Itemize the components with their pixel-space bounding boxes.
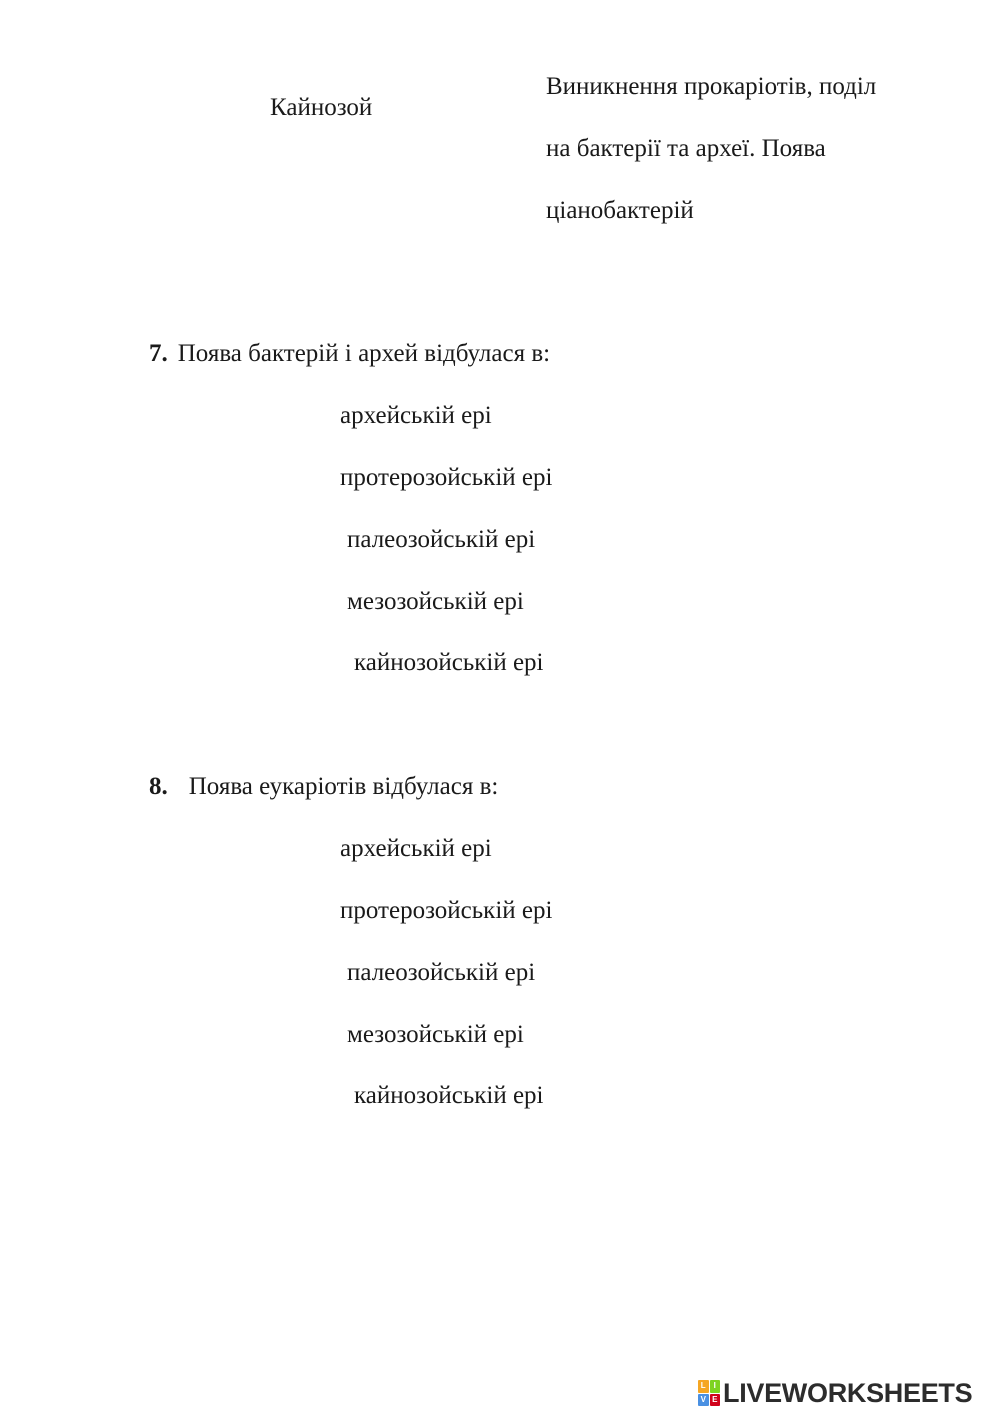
liveworksheets-logo-text: LIVEWORKSHEETS <box>723 1378 973 1408</box>
q7-option-archean[interactable]: архейській ері <box>340 402 492 429</box>
era-label[interactable]: Кайнозой <box>270 94 373 121</box>
question-7 <box>149 339 550 369</box>
liveworksheets-logo-mark <box>698 1380 720 1406</box>
logo-mark-i: I <box>710 1380 721 1393</box>
q8-option-proterozoic[interactable]: протерозойській ері <box>340 897 553 924</box>
question-8 <box>149 772 498 802</box>
era-description-line-3[interactable]: ціанобактерій <box>546 197 694 224</box>
q7-option-paleozoic[interactable]: палеозойській ері <box>347 526 536 553</box>
question-number: 8. <box>149 773 168 800</box>
era-description-line-2[interactable]: на бактерії та археї. Поява <box>546 135 826 162</box>
question-number: 7. <box>149 340 168 367</box>
q7-option-cenozoic[interactable]: кайнозойській ері <box>354 649 544 676</box>
question-text: Поява еукаріотів відбулася в: <box>188 773 499 800</box>
q7-option-mesozoic[interactable]: мезозойській ері <box>347 588 524 615</box>
q8-option-archean[interactable]: архейській ері <box>340 835 492 862</box>
liveworksheets-logo[interactable] <box>698 1376 972 1410</box>
logo-mark-e: E <box>710 1394 721 1407</box>
logo-mark-l: L <box>698 1380 709 1393</box>
era-description-line-1[interactable]: Виникнення прокаріотів, поділ <box>546 73 877 100</box>
question-text: Поява бактерій і архей відбулася в: <box>177 340 551 367</box>
q7-option-proterozoic[interactable]: протерозойській ері <box>340 464 553 491</box>
q8-option-cenozoic[interactable]: кайнозойській ері <box>354 1082 544 1109</box>
q8-option-paleozoic[interactable]: палеозойській ері <box>347 959 536 986</box>
q8-option-mesozoic[interactable]: мезозойській ері <box>347 1021 524 1048</box>
logo-mark-v: V <box>698 1394 709 1407</box>
